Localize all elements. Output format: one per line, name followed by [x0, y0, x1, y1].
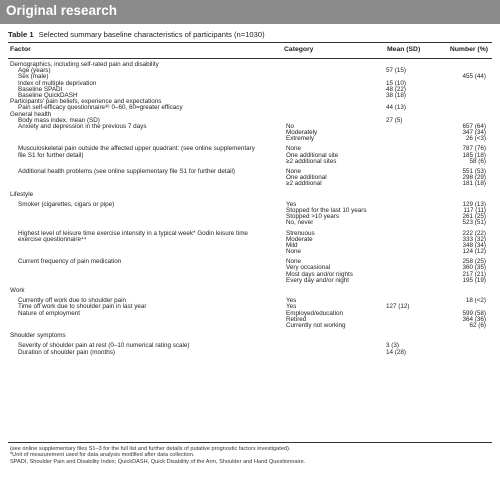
category-cell: Yes — [286, 200, 297, 208]
number-cell: 258 (25) — [462, 258, 486, 266]
table-row — [8, 278, 492, 284]
category-cell: One additional — [286, 174, 327, 182]
table-row — [8, 181, 492, 187]
factor-cell: Nature of employment — [18, 309, 80, 317]
number-cell: 298 (29) — [462, 174, 486, 182]
factor-cell: Smoker (cigarettes, cigars or pipe) — [18, 200, 115, 208]
number-cell: 523 (51) — [462, 219, 486, 227]
number-cell: 195 (19) — [462, 276, 486, 284]
number-cell: 18 (<2) — [465, 297, 486, 305]
number-cell: 217 (21) — [462, 270, 486, 278]
table-row — [8, 350, 492, 356]
number-cell: 222 (22) — [462, 229, 486, 237]
header-rule — [8, 58, 492, 59]
mean-cell — [386, 333, 436, 339]
factor-cell: Currently off work due to shoulder pain — [18, 297, 127, 305]
factor-cell: file S1 for further detail) — [18, 151, 84, 159]
factor-cell: Work — [10, 287, 25, 294]
header-factor: Factor — [10, 46, 31, 53]
table-row — [8, 136, 492, 142]
factor-cell: Musculoskeletal pain outside the affected upper quadrant: (see online supplementary — [18, 145, 255, 153]
mean-cell — [386, 220, 436, 226]
footnote: (see online supplementary files S1–3 for the full list and further details of putative prognostic factors investigated). — [10, 446, 291, 452]
category-cell — [286, 288, 386, 294]
number-cell: 347 (34) — [462, 129, 486, 137]
mean-cell: 14 (28) — [386, 348, 406, 356]
mean-cell: 27 (5) — [386, 116, 403, 124]
banner-title: Original research — [6, 3, 118, 18]
number-cell — [436, 192, 488, 198]
category-cell — [286, 350, 386, 356]
category-cell: None — [286, 168, 302, 175]
category-cell: None — [286, 145, 302, 153]
category-cell: Employed/education — [286, 309, 344, 317]
factor-cell: Baseline QuickDASH — [18, 91, 78, 99]
number-cell: 117 (11) — [463, 206, 486, 214]
mean-cell — [386, 323, 436, 329]
number-cell: 261 (25) — [462, 213, 486, 221]
table-label: Table 1 — [8, 30, 34, 39]
number-cell: 455 (44) — [462, 73, 486, 81]
factor-cell: General health — [10, 110, 52, 118]
factor-cell: Index of multiple deprivation — [18, 79, 97, 87]
footnote: SPADI, Shoulder Pain and Disability Index; QuickDASH, Quick Disability of the Arm, Shoulder and Hand Questionnaire. — [10, 458, 306, 465]
factor-cell: Sex (male) — [18, 73, 49, 81]
number-cell: 360 (35) — [462, 264, 486, 272]
table-caption-text: Selected summary baseline characteristics of participants (n=1030) — [38, 30, 265, 39]
mean-cell — [386, 136, 436, 142]
category-cell: Yes — [286, 297, 297, 305]
number-cell: 599 (58) — [462, 309, 486, 317]
mean-cell: 38 (18) — [386, 91, 406, 99]
number-cell — [436, 333, 488, 339]
table-row — [8, 192, 492, 198]
category-cell — [286, 333, 386, 339]
header-mean: Mean (SD) — [387, 46, 421, 53]
category-cell: Strenuous — [286, 229, 315, 237]
header-category: Category — [284, 46, 314, 53]
category-cell: Every day and/or night — [286, 276, 350, 284]
factor-cell — [8, 159, 282, 165]
number-cell: 364 (36) — [462, 315, 486, 323]
number-cell: 348 (34) — [462, 241, 486, 249]
factor-cell: Duration of shoulder pain (months) — [18, 348, 115, 356]
factor-cell — [8, 278, 282, 284]
number-cell: 62 (6) — [469, 321, 486, 329]
factor-cell: Participants' pain beliefs, experience and expectations — [10, 98, 162, 106]
category-cell: One additional site — [286, 151, 339, 159]
number-cell: 58 (6) — [469, 157, 486, 165]
mean-cell: 48 (22) — [386, 85, 406, 93]
number-cell — [436, 350, 488, 356]
mean-cell — [386, 249, 436, 255]
category-cell: Stopped for the last 10 years — [286, 206, 367, 214]
bottom-rule — [8, 442, 492, 443]
category-cell: No — [286, 122, 295, 130]
factor-cell: Age (years) — [18, 67, 51, 75]
table-row — [8, 220, 492, 226]
header-number: Number (%) — [449, 46, 488, 53]
table-footnotes — [10, 446, 305, 465]
category-cell: Very occasional — [286, 264, 331, 272]
number-cell: 657 (64) — [462, 122, 486, 130]
table-row — [8, 323, 492, 329]
number-cell: 26 (<3) — [465, 135, 486, 143]
category-cell: Stopped >10 years — [286, 213, 340, 221]
category-cell: Moderate — [286, 235, 313, 243]
category-cell: ≥2 additional — [286, 180, 322, 188]
number-cell: 551 (53) — [462, 168, 486, 175]
table-caption — [8, 30, 265, 39]
category-cell — [286, 192, 386, 198]
factor-cell — [8, 136, 282, 142]
factor-cell: Pain self-efficacy questionnaire³⁶ 0–60, 60=greater efficacy — [18, 104, 183, 112]
factor-cell — [8, 323, 282, 329]
number-cell: 333 (32) — [462, 235, 486, 243]
mean-cell — [386, 288, 436, 294]
mean-cell: 3 (3) — [386, 342, 399, 350]
mean-cell — [386, 181, 436, 187]
factor-cell: exercise questionnaire⁴⁴ — [18, 235, 87, 243]
mean-cell — [386, 159, 436, 165]
factor-cell: Highest level of leisure time exercise intensity in a typical week* Godin leisure time — [18, 229, 248, 237]
category-cell: Mild — [286, 241, 298, 249]
number-cell: 185 (18) — [462, 151, 486, 159]
number-cell: 181 (18) — [462, 180, 486, 188]
factor-cell: Severity of shoulder pain at rest (0–10 numerical rating scale) — [18, 342, 190, 350]
table-row — [8, 333, 492, 339]
factor-cell: Additional health problems (see online supplementary file S1 for further detail) — [18, 168, 236, 175]
factor-cell — [8, 220, 282, 226]
factor-cell: Baseline SPADI — [18, 85, 63, 93]
factor-cell: Current frequency of pain medication — [18, 258, 122, 266]
table-row — [8, 159, 492, 165]
top-rule — [8, 42, 492, 43]
number-cell: 129 (13) — [462, 200, 486, 208]
mean-cell: 15 (10) — [386, 79, 406, 87]
factor-cell: Anxiety and depression in the previous 7 days — [18, 122, 147, 130]
mean-cell: 127 (12) — [386, 303, 410, 311]
mean-cell — [386, 192, 436, 198]
category-cell: None — [286, 258, 302, 266]
factor-cell: Lifestyle — [10, 190, 34, 198]
category-cell: Extremely — [286, 135, 314, 143]
factor-cell — [8, 249, 282, 255]
category-cell: Moderately — [286, 129, 318, 137]
category-cell: None — [286, 248, 302, 256]
table-row — [8, 288, 492, 294]
factor-cell: Time off work due to shoulder pain in last year — [18, 303, 147, 311]
factor-cell: Demographics, including self-rated pain and disability — [10, 61, 159, 68]
table-body — [8, 62, 492, 356]
category-cell: Currently not working — [286, 321, 346, 329]
number-cell — [436, 288, 488, 294]
category-cell: No, never — [286, 219, 314, 227]
category-cell: Yes — [286, 303, 297, 311]
section-banner — [0, 0, 500, 24]
footnote: *Unit of measurement used for data analysis modified after data collection. — [10, 452, 195, 459]
mean-cell — [386, 278, 436, 284]
mean-cell: 57 (15) — [386, 67, 406, 75]
category-cell: Most days and/or nights — [286, 270, 353, 278]
category-cell: ≥2 additional sites — [286, 157, 337, 165]
table-row — [8, 249, 492, 255]
number-cell: 124 (12) — [462, 248, 486, 256]
factor-cell — [8, 181, 282, 187]
mean-cell: 44 (13) — [386, 104, 406, 112]
number-cell: 787 (76) — [462, 145, 486, 153]
category-cell: Retired — [286, 315, 307, 323]
factor-cell: Shoulder symptoms — [10, 332, 66, 340]
factor-cell: Body mass index, mean (SD) — [18, 116, 100, 124]
